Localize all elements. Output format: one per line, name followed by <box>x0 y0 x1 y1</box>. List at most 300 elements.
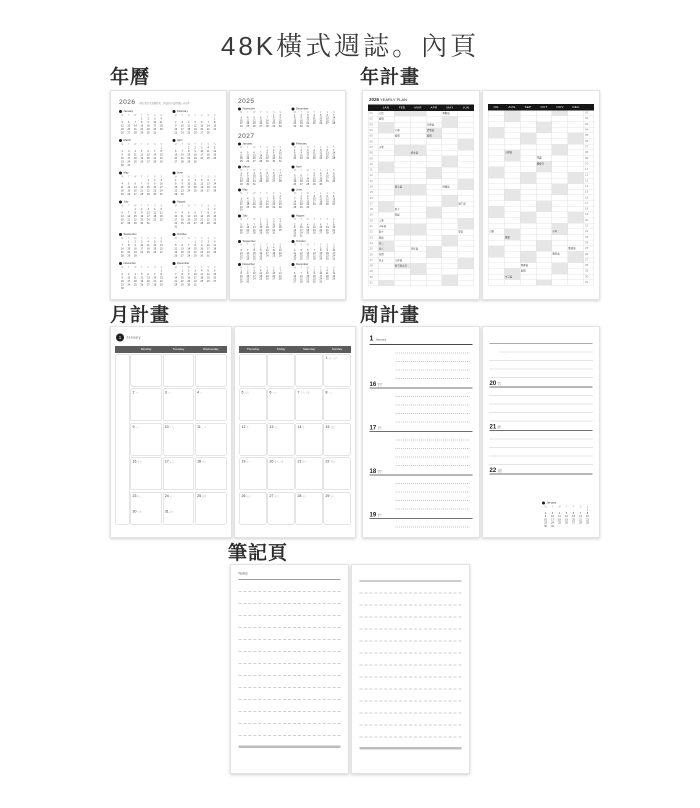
week-day-row <box>370 510 473 520</box>
weekday-letter: S <box>326 111 329 114</box>
day-number: 1 <box>294 149 296 152</box>
ruled-line <box>239 676 341 688</box>
holiday-note: ＊國定假日及連續假期，請依政府行政機關公告為準 <box>137 102 190 105</box>
day-number: 8 <box>128 244 130 247</box>
month-day-cell <box>324 492 351 525</box>
weekday-letter: T <box>260 243 262 247</box>
week-day-number: 19 <box>369 511 377 518</box>
weekday-letter: S <box>279 192 282 195</box>
day-number: 23 <box>319 180 323 183</box>
day-number: 18 <box>272 252 276 255</box>
mini-calendar-month-name: September <box>242 240 256 243</box>
day-number: 13 <box>306 252 310 255</box>
week-day-sublabel <box>498 470 502 473</box>
day-number: 25 <box>259 277 263 281</box>
holiday-mark: 父親節 <box>504 151 513 154</box>
day-number: 15 <box>180 276 184 280</box>
mini-calendar-month-name: September <box>123 233 137 236</box>
day-number: 12 <box>213 150 217 153</box>
day-number: 21 <box>133 128 137 131</box>
month-dot-icon <box>173 201 176 204</box>
mini-calendar <box>238 107 284 128</box>
weekday-letter: S <box>272 218 275 221</box>
mini-calendar-month-name: February <box>296 142 307 146</box>
weekday-letter: T <box>141 114 143 117</box>
day-number: 21 <box>206 128 210 131</box>
day-number: 27 <box>332 203 336 206</box>
day-number: 14 <box>278 174 282 178</box>
year-label: 2026 <box>119 98 136 106</box>
day-number: 25 <box>325 277 329 281</box>
mini-calendar <box>238 240 284 261</box>
lunar-label: 十六 小寒 <box>300 391 310 395</box>
day-number: 24 <box>159 189 163 193</box>
weekday-letter: S <box>272 192 275 195</box>
day-number: 5 <box>313 223 315 227</box>
holiday-mark: 兒童節 <box>426 123 434 127</box>
day-number: 27 <box>239 257 243 261</box>
day-number: 2 <box>247 269 249 273</box>
weekday-letter: W <box>253 243 256 247</box>
day-number: 19 <box>187 218 191 222</box>
monthly-plan-right-content <box>235 327 355 537</box>
day-number: 1 <box>313 172 315 175</box>
week-day-number: 21 <box>489 423 497 430</box>
weekday-letter: W <box>134 114 137 117</box>
holiday-mark: 除夕 <box>378 230 384 234</box>
day-number: 14 <box>265 200 269 204</box>
weekday-letter: T <box>194 237 196 240</box>
day-number: 12 <box>187 215 191 218</box>
day-number: 7 <box>279 172 281 175</box>
day-number: 27 <box>159 251 163 254</box>
holiday-mark: 春節 <box>394 214 400 217</box>
day-number: 21 <box>299 277 303 281</box>
weekday-abbr: FRI <box>497 382 501 385</box>
day-number: 12 <box>174 247 178 251</box>
day-number: 30 <box>259 257 263 261</box>
day-number: 14 <box>133 124 137 128</box>
day-number: 8 <box>240 174 242 178</box>
mini-calendar-grid <box>238 107 337 128</box>
day-number: 28 <box>133 131 137 135</box>
yearplan-row-number: 31 <box>584 280 594 286</box>
mini-calendar-days <box>292 193 338 210</box>
yearplan-row-number: 08 <box>369 151 379 157</box>
ruled-line <box>360 666 462 678</box>
day-number: 8 <box>313 174 315 178</box>
day-number: 30 <box>146 131 150 135</box>
day-number: 22 <box>272 122 276 125</box>
day-number: 19 <box>265 275 269 278</box>
month-dot-icon <box>292 143 295 146</box>
day-number: 24 <box>239 125 243 128</box>
month-dot-icon <box>238 143 241 146</box>
day-number: 7 <box>279 269 281 273</box>
day-number: 30 <box>120 164 124 167</box>
day-number: 17 <box>325 177 329 181</box>
day-number: 25 <box>180 222 184 225</box>
weekday-letter: S <box>279 146 282 149</box>
day-number: 11 <box>159 121 163 124</box>
weekday-abbr: WED <box>377 470 383 473</box>
ruled-line <box>360 726 462 738</box>
mini-calendar-header <box>119 262 165 266</box>
day-number: 11 <box>259 174 263 178</box>
day-number: 16 <box>299 119 303 123</box>
day-number: 20 <box>272 177 276 181</box>
weekday-letter: M <box>174 175 177 179</box>
ruled-line <box>396 458 470 467</box>
day-number: 23 <box>132 494 137 498</box>
weekday-letter: M <box>293 111 296 114</box>
day-number: 29 <box>259 231 263 235</box>
month-day-cell <box>240 354 267 387</box>
lunar-label: 初五 <box>246 495 251 498</box>
day-label <box>133 425 160 430</box>
day-number: 3 <box>147 208 149 211</box>
month-weekday-header: Sunday <box>331 348 343 351</box>
day-number: 5 <box>253 197 255 201</box>
lunar-label: 廿二 <box>274 426 279 429</box>
lunar-label: 除夕 <box>497 427 502 430</box>
weekday-letter: M <box>121 266 124 269</box>
day-number: 10 <box>265 249 269 252</box>
day-number: 6 <box>121 211 123 215</box>
day-number: 17 <box>239 122 243 125</box>
day-number: 13 <box>200 124 204 128</box>
day-label <box>298 459 321 464</box>
weekday-letter: S <box>207 237 210 240</box>
day-number: 17 <box>127 157 131 160</box>
day-number: 26 <box>159 218 163 222</box>
yearplan-row-number: 25 <box>584 246 594 252</box>
day-number: 20 <box>319 229 323 232</box>
weekday-letter: S <box>279 266 282 270</box>
mini-calendar-month-name: March <box>242 165 251 169</box>
day-number: 11 <box>180 215 184 218</box>
day-number: 23 <box>213 218 217 222</box>
day-number: 1 <box>266 149 268 152</box>
lunar-label: 二十 <box>201 426 207 429</box>
day-number: 10 <box>306 151 310 155</box>
day-number: 13 <box>146 276 150 280</box>
day-number: 12 <box>159 211 163 215</box>
day-number: 7 <box>266 116 268 120</box>
day-number: 4 <box>207 146 209 150</box>
weekday-letter: S <box>213 237 216 240</box>
day-number: 7 <box>307 174 309 178</box>
day-number: 16 <box>265 226 269 229</box>
day-number: 21 <box>246 254 250 258</box>
lunar-label: 十三 <box>200 391 205 395</box>
mini-calendar-month-name: January <box>546 501 557 505</box>
day-number: 11 <box>146 244 150 247</box>
day-number: 26 <box>332 277 336 281</box>
day-number: 20 <box>127 128 131 131</box>
month-weekday-header: Monday <box>140 348 152 351</box>
month-dot-icon <box>542 501 545 504</box>
day-number: 23 <box>299 122 303 125</box>
ruled-line <box>239 700 341 712</box>
day-number: 23 <box>265 229 269 232</box>
day-number: 24 <box>239 206 243 209</box>
weekday-letter: T <box>300 146 302 149</box>
day-number: 19 <box>174 251 178 254</box>
day-number: 3 <box>201 146 203 150</box>
holiday-mark: 元宵節 <box>394 259 403 262</box>
holiday-mark: 母親節 <box>442 185 450 189</box>
day-number: 18 <box>200 276 204 280</box>
day-number: 29 <box>159 160 163 164</box>
day-number: 26 <box>252 125 256 128</box>
day-number: 7 <box>175 273 177 276</box>
mini-calendar <box>173 139 219 168</box>
month-day-cell <box>131 389 162 422</box>
day-number: 21 <box>312 254 316 258</box>
day-number: 31 <box>153 131 157 135</box>
day-number: 26 <box>174 254 178 258</box>
day-number: 11 <box>306 226 310 229</box>
day-number: 26 <box>293 183 297 186</box>
week-day-row <box>370 423 473 433</box>
day-number: 9 <box>132 425 135 429</box>
weekday-abbr: THU <box>377 513 382 516</box>
yearplan-row-number: 04 <box>369 128 379 134</box>
day-label <box>197 459 224 464</box>
day-number: 18 <box>180 218 184 222</box>
day-number: 1 <box>207 208 209 211</box>
yearplan-row-number: 06 <box>369 139 379 145</box>
day-number: 18 <box>558 518 561 522</box>
day-number: 16 <box>120 157 124 160</box>
day-number: 23 <box>200 251 204 254</box>
ruled-line <box>360 642 462 654</box>
day-number: 2 <box>260 246 262 250</box>
day-number: 4 <box>260 269 262 273</box>
day-label <box>165 494 192 499</box>
day-number: 22 <box>259 229 263 232</box>
day-number: 3 <box>333 246 335 250</box>
second-day-label <box>165 509 176 514</box>
day-number: 28 <box>127 222 131 225</box>
mini-calendar-days <box>292 218 338 237</box>
day-number: 31 <box>174 225 178 229</box>
day-number: 24 <box>306 157 310 160</box>
holiday-mark: 小寒 <box>378 146 384 149</box>
yearplan-month-label: OCT <box>540 105 548 109</box>
ruled-line <box>396 449 470 458</box>
day-number: 16 <box>187 276 191 280</box>
day-number: 17 <box>146 215 150 218</box>
day-number: 6 <box>320 223 322 227</box>
mini-calendar-header <box>119 171 165 175</box>
weekday-letter: S <box>272 169 275 172</box>
weekday-letter: T <box>128 204 130 208</box>
day-number: 11 <box>133 153 137 157</box>
day-number: 6 <box>175 150 177 153</box>
yearplan-row-number: 19 <box>584 212 594 218</box>
ruled-line <box>360 714 462 726</box>
day-number: 28 <box>278 180 282 183</box>
ruled-line <box>360 594 462 606</box>
day-number: 25 <box>133 160 137 164</box>
weekday-letter: F <box>147 266 149 269</box>
day-label <box>242 425 265 430</box>
weekday-letter: S <box>332 192 335 195</box>
mini-calendar-days <box>119 266 165 291</box>
day-number: 2 <box>141 208 143 211</box>
day-number: 22 <box>140 128 144 131</box>
day-number: 23 <box>193 157 197 160</box>
day-number: 12 <box>278 249 282 252</box>
weekday-letter: T <box>247 243 249 247</box>
day-number: 18 <box>239 157 243 160</box>
lunar-label: 初二 <box>137 495 142 498</box>
day-number: 14 <box>297 425 302 429</box>
day-number: 24 <box>174 222 178 225</box>
day-number: 13 <box>252 154 256 158</box>
weekday-letter: S <box>153 204 156 208</box>
day-number: 2 <box>214 208 216 211</box>
yearplan-row-number: 24 <box>369 241 379 247</box>
day-number: 20 <box>259 122 263 125</box>
day-number: 22 <box>332 229 336 232</box>
blank-day <box>557 509 563 512</box>
year-calendar-left-page <box>110 90 227 300</box>
month-day-cell <box>324 423 351 456</box>
second-day-label <box>133 509 144 514</box>
month-dot-icon <box>173 172 176 175</box>
day-number: 29 <box>586 521 589 525</box>
day-number: 30 <box>180 193 184 196</box>
day-number: 2 <box>175 121 177 124</box>
weekday-letter: W <box>134 175 137 179</box>
day-number: 15 <box>127 247 131 251</box>
day-number: 29 <box>306 280 310 284</box>
holiday-mark: 除夕 <box>394 208 400 211</box>
yearplan-day-cell <box>458 280 474 286</box>
month-day-cell <box>296 423 323 456</box>
weekday-letter: T <box>565 505 568 508</box>
month-number-badge: 1 <box>116 334 124 342</box>
day-number: 11 <box>133 276 137 280</box>
day-number: 3 <box>273 220 275 224</box>
day-number: 17 <box>187 186 191 189</box>
day-number: 29 <box>146 193 150 196</box>
yearplan-row-number: 31 <box>369 280 379 286</box>
weekday-letter: M <box>240 192 243 195</box>
yearplan-month-label: JAN <box>382 106 390 110</box>
weekday-letter: F <box>201 175 203 179</box>
day-number: 6 <box>181 244 183 247</box>
day-number: 23 <box>246 180 250 183</box>
day-number: 23 <box>187 280 191 283</box>
month-dot-icon <box>119 201 122 204</box>
day-number: 2 <box>326 246 328 250</box>
ruled-line <box>490 396 593 405</box>
day-number: 3 <box>175 211 177 215</box>
weekday-letter: M <box>293 192 296 195</box>
yearplan-row-number: 02 <box>584 116 594 122</box>
yearplan-month-label: DEC <box>572 105 580 109</box>
weekday-letter: S <box>160 237 163 240</box>
day-number: 27 <box>572 521 575 525</box>
week-day-number: 17 <box>369 424 377 431</box>
monthly-plan-left-page <box>110 326 232 538</box>
day-number: 16 <box>180 186 184 189</box>
day-number: 29 <box>265 160 269 163</box>
day-number: 8 <box>300 197 302 201</box>
day-number: 4 <box>121 182 123 186</box>
day-number: 18 <box>312 154 316 158</box>
month-day-cell <box>296 492 323 525</box>
day-number: 25 <box>278 229 282 232</box>
ruled-line <box>396 519 470 528</box>
day-number: 17 <box>206 247 210 251</box>
day-number: 8 <box>586 511 589 515</box>
day-number: 31 <box>159 193 163 196</box>
day-number: 25 <box>197 494 202 498</box>
month-dot-icon <box>292 108 295 111</box>
day-number: 29 <box>174 193 178 196</box>
day-number: 3 <box>326 172 328 175</box>
weekday-letter: M <box>121 237 124 240</box>
day-number: 7 <box>141 182 143 186</box>
day-number: 12 <box>246 154 250 158</box>
day-number: 24 <box>180 131 184 135</box>
weekday-letter: T <box>313 169 315 172</box>
day-number: 15 <box>293 119 297 123</box>
day-number: 9 <box>300 151 302 155</box>
day-number: 19 <box>319 154 323 158</box>
day-number: 25 <box>312 157 316 160</box>
ruled-line <box>360 618 462 630</box>
day-number: 13 <box>127 124 131 128</box>
day-number: 16 <box>120 280 124 283</box>
day-label <box>298 494 321 499</box>
day-number: 3 <box>551 511 554 515</box>
day-number: 16 <box>146 124 150 128</box>
day-number: 18 <box>187 128 191 131</box>
weekday-letter: S <box>160 204 163 208</box>
day-number: 26 <box>246 160 250 163</box>
day-number: 29 <box>239 280 243 284</box>
day-number: 27 <box>193 222 197 225</box>
day-number: 30 <box>299 125 303 128</box>
weekday-letter: S <box>207 114 210 117</box>
month-day-cell <box>324 354 351 387</box>
day-number: 9 <box>294 226 296 229</box>
day-number: 13 <box>174 153 178 157</box>
day-number: 31 <box>206 254 210 258</box>
day-number: 12 <box>206 273 210 276</box>
notes-lines <box>239 577 341 748</box>
day-number: 5 <box>320 149 322 152</box>
month-dot-icon <box>173 233 176 236</box>
month-dot-icon <box>173 110 176 113</box>
day-number: 17 <box>332 252 336 255</box>
day-number: 11 <box>193 182 197 186</box>
day-number: 15 <box>312 177 316 181</box>
yearplan-row-number: 10 <box>584 161 594 167</box>
section-label-monthly-plan: 月計畫 <box>110 305 171 326</box>
day-number: 14 <box>180 153 184 157</box>
ruled-line <box>396 414 470 423</box>
yearplan-row-number: 14 <box>584 184 594 190</box>
day-number: 7 <box>154 150 156 153</box>
day-number: 17 <box>239 203 243 206</box>
